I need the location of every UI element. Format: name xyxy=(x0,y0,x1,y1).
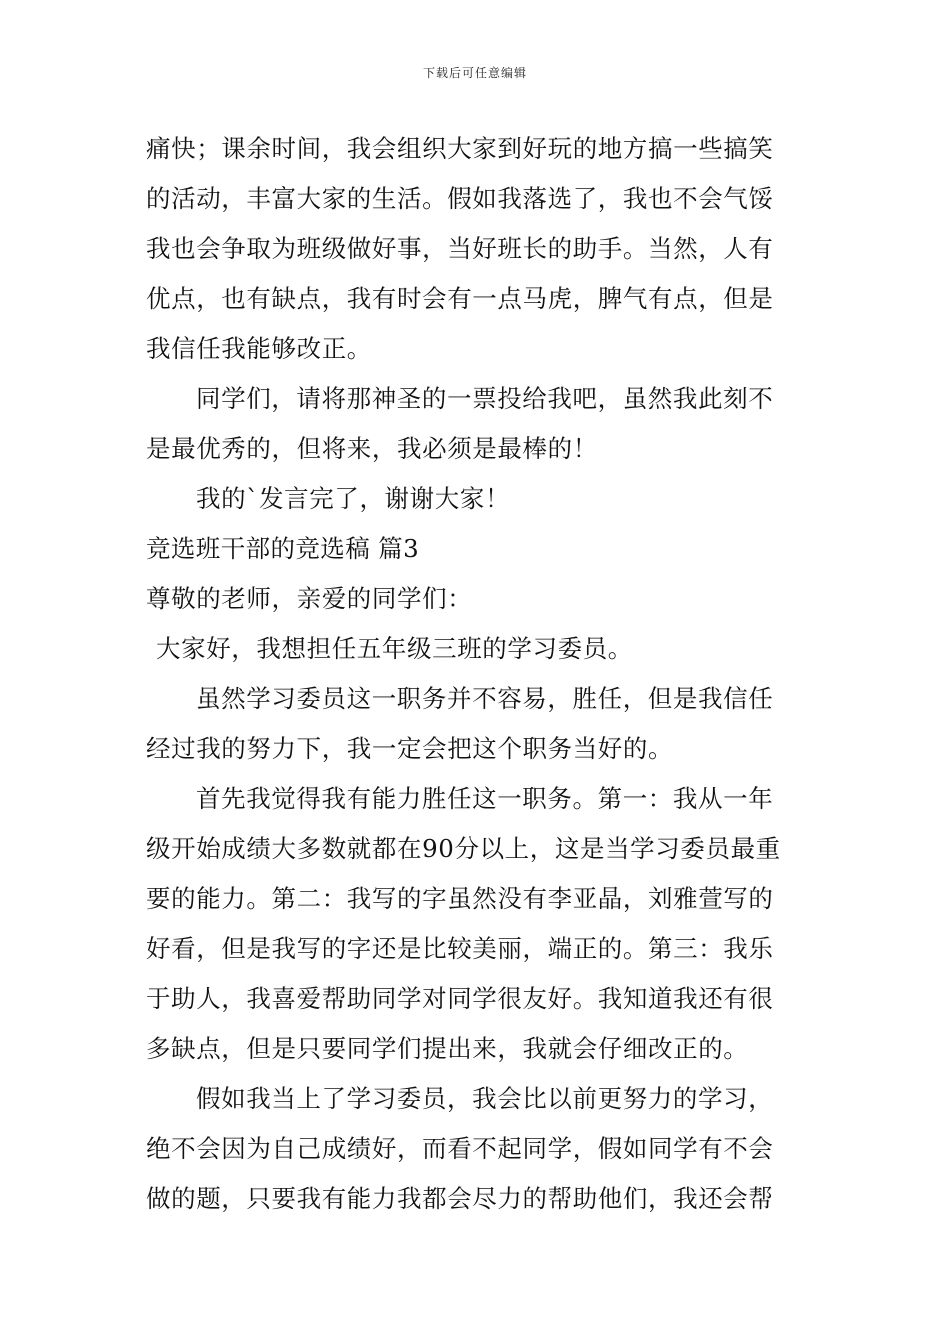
text-line-4: 优点，也有缺点，我有时会有一点马虎，脾气有点，但是 xyxy=(146,284,774,313)
text-line-22: 做的题，只要我有能力我都会尽力的帮助他们，我还会帮 xyxy=(146,1184,774,1213)
text-line-6: 同学们，请将那神圣的一票投给我吧，虽然我此刻不 xyxy=(196,384,774,413)
text-line-12: 虽然学习委员这一职务并不容易，胜任，但是我信任 xyxy=(196,684,774,713)
greeting-line: 大家好，我想担任五年级三班的学习委员。 xyxy=(156,634,633,663)
text-line-7: 是最优秀的，但将来，我必须是最棒的！ xyxy=(146,434,598,463)
text-line-13: 经过我的努力下，我一定会把这个职务当好的。 xyxy=(146,734,674,763)
text-line-19: 多缺点，但是只要同学们提出来，我就会仔细改正的。 xyxy=(146,1034,749,1063)
section-heading: 竞选班干部的竞选稿 篇3 xyxy=(146,534,420,563)
text-line-8: 我的`发言完了，谢谢大家！ xyxy=(196,484,511,513)
text-line-18: 于助人，我喜爱帮助同学对同学很友好。我知道我还有很 xyxy=(146,984,774,1013)
text-line-5: 我信任我能够改正。 xyxy=(146,334,372,363)
document-body xyxy=(146,124,826,1224)
text-line-15: 级开始成绩大多数就都在90分以上，这是当学习委员最重 xyxy=(146,834,781,863)
text-line-2: 的活动，丰富大家的生活。假如我落选了，我也不会气馁 xyxy=(146,184,774,213)
text-line-21: 绝不会因为自己成绩好，而看不起同学，假如同学有不会 xyxy=(146,1134,774,1163)
salutation: 尊敬的老师，亲爱的同学们： xyxy=(146,584,473,613)
text-line-20: 假如我当上了学习委员，我会比以前更努力的学习， xyxy=(196,1084,774,1113)
text-line-16: 要的能力。第二：我写的字虽然没有李亚晶，刘雅萱写的 xyxy=(146,884,774,913)
text-line-17: 好看，但是我写的字还是比较美丽，端正的。第三：我乐 xyxy=(146,934,774,963)
text-line-1: 痛快；课余时间，我会组织大家到好玩的地方搞一些搞笑 xyxy=(146,134,774,163)
text-line-3: 我也会争取为班级做好事，当好班长的助手。当然，人有 xyxy=(146,234,774,263)
text-line-14: 首先我觉得我有能力胜任这一职务。第一：我从一年 xyxy=(196,784,774,813)
page-header: 下载后可任意编辑 xyxy=(422,66,527,80)
